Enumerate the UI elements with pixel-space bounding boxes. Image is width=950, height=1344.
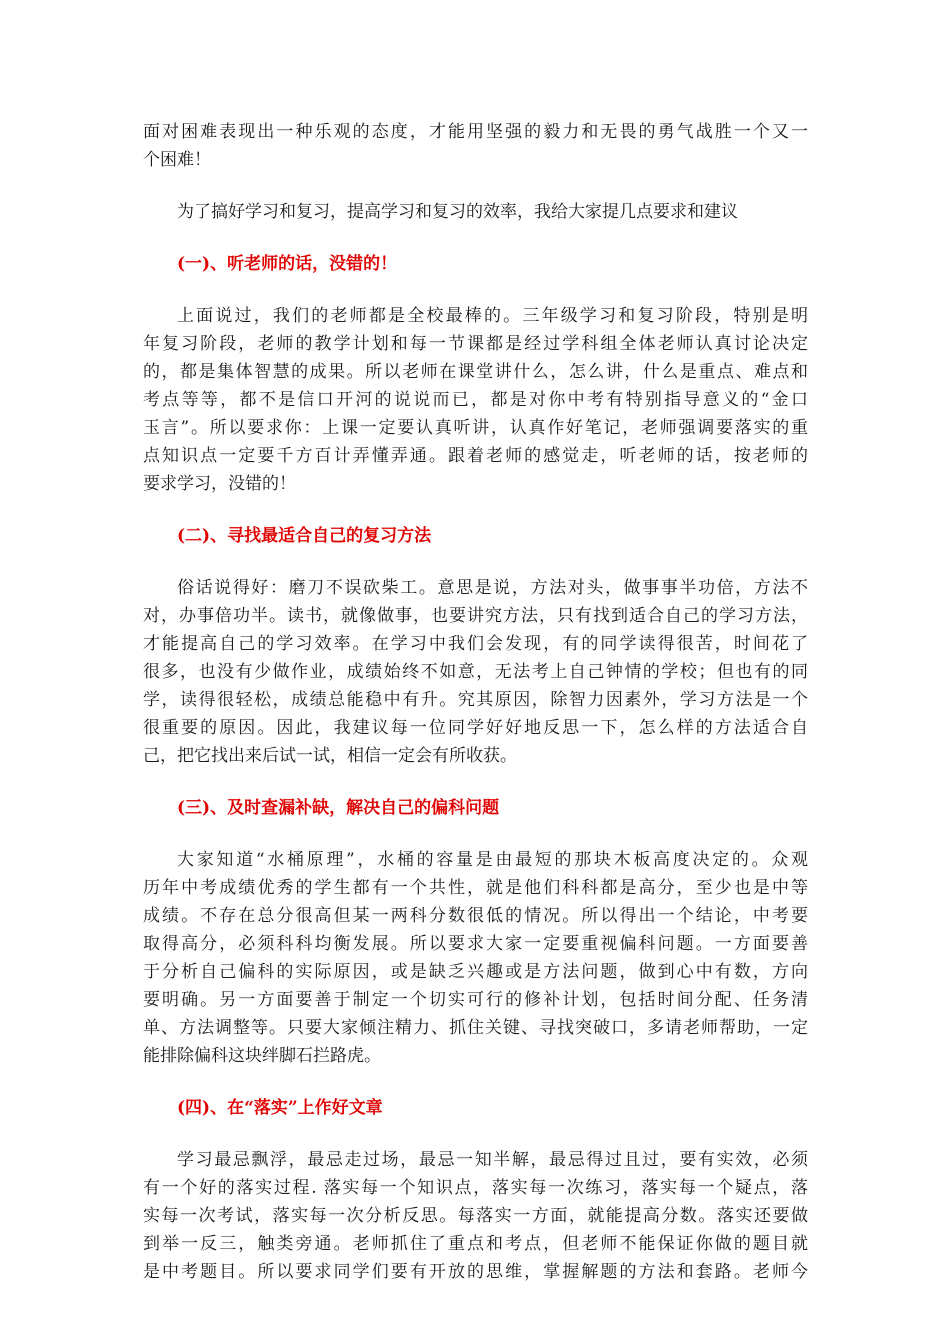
section-heading-2: (二)、寻找最适合自己的复习方法: [177, 526, 432, 546]
text-line: 很重要的原因。因此，我建议每一位同学好好地反思一下，怎么样的方法适合自: [143, 718, 808, 738]
text-line: 才能提高自己的学习效率。在学习中我们会发现，有的同学读得很苦，时间花了: [143, 634, 808, 654]
text-line: 实每一次考试，落实每一次分析反思。每落实一方面，就能提高分数。落实还要做: [143, 1206, 808, 1226]
text-line: 单、方法调整等。只要大家倾注精力、抓住关键、寻找突破口，多请老师帮助，一定: [143, 1018, 808, 1038]
text-line: 学习最忌飘浮，最忌走过场，最忌一知半解，最忌得过且过，要有实效，必须: [177, 1150, 808, 1170]
text-line: 取得高分，必须科科均衡发展。所以要求大家一定要重视偏科问题。一方面要善: [143, 934, 808, 954]
text-line: 点知识点一定要千方百计弄懂弄通。跟着老师的感觉走，听老师的话，按老师的: [143, 446, 808, 466]
text-line: 历年中考成绩优秀的学生都有一个共性，就是他们科科都是高分，至少也是中等: [143, 878, 808, 898]
text-line: 考点等等，都不是信口开河的说说而已，都是对你中考有特别指导意义的“金口: [143, 390, 808, 410]
lead-paragraph: [143, 198, 808, 226]
intro-paragraph: [143, 118, 808, 174]
section-body-4: [143, 1146, 808, 1286]
text-line: 对，办事倍功半。读书，就像做事，也要讲究方法，只有找到适合自己的学习方法，: [143, 606, 808, 626]
section-heading-1: (一)、听老师的话，没错的！: [177, 254, 398, 274]
text-line: 年复习阶段，老师的教学计划和每一节课都是经过学科组全体老师认真讨论决定: [143, 334, 808, 354]
text-line: 很多，也没有少做作业，成绩始终不如意，无法考上自己钟情的学校；但也有的同: [143, 662, 808, 682]
text-line: 有一个好的落实过程. 落实每一个知识点，落实每一次练习，落实每一个疑点，落: [143, 1178, 808, 1198]
section-heading-3: (三)、及时查漏补缺，解决自己的偏科问题: [177, 798, 500, 818]
text-line: 学，读得很轻松，成绩总能稳中有升。究其原因，除智力因素外，学习方法是一个: [143, 690, 808, 710]
text-line: 的，都是集体智慧的成果。所以老师在课堂讲什么，怎么讲，什么是重点、难点和: [143, 362, 808, 382]
text-line: 能排除偏科这块绊脚石拦路虎。: [143, 1046, 381, 1066]
text-line: 己，把它找出来后试一试，相信一定会有所收获。: [143, 746, 517, 766]
text-line: 于分析自己偏科的实际原因，或是缺乏兴趣或是方法问题，做到心中有数，方向: [143, 962, 808, 982]
text-line: 上面说过，我们的老师都是全校最棒的。三年级学习和复习阶段，特别是明: [177, 306, 808, 326]
section-body-1: [143, 302, 808, 498]
section-heading-4: (四)、在“落实”上作好文章: [177, 1098, 383, 1118]
text-line: 玉言”。所以要求你：上课一定要认真听讲，认真作好笔记，老师强调要落实的重: [143, 418, 808, 438]
document-page: [143, 118, 808, 1310]
section-body-3: [143, 846, 808, 1070]
text-line: 到举一反三，触类旁通。老师抓住了重点和考点，但老师不能保证你做的题目就: [143, 1234, 808, 1254]
text-line: 是中考题目。所以要求同学们要有开放的思维，掌握解题的方法和套路。老师今: [143, 1262, 808, 1282]
text-line: 要明确。另一方面要善于制定一个切实可行的修补计划，包括时间分配、任务清: [143, 990, 808, 1010]
text-line: 俗话说得好：磨刀不误砍柴工。意思是说，方法对头，做事事半功倍，方法不: [177, 578, 808, 598]
text-line: 面对困难表现出一种乐观的态度，才能用坚强的毅力和无畏的勇气战胜一个又一: [143, 122, 808, 142]
text-line: 成绩。不存在总分很高但某一两科分数很低的情况。所以得出一个结论，中考要: [143, 906, 808, 926]
text-line: 个困难！: [143, 150, 211, 170]
text-line: 大家知道“水桶原理”，水桶的容量是由最短的那块木板高度决定的。众观: [177, 850, 808, 870]
text-line: 要求学习，没错的！: [143, 474, 296, 494]
section-body-2: [143, 574, 808, 770]
text-line: 为了搞好学习和复习，提高学习和复习的效率，我给大家提几点要求和建议: [177, 202, 738, 222]
